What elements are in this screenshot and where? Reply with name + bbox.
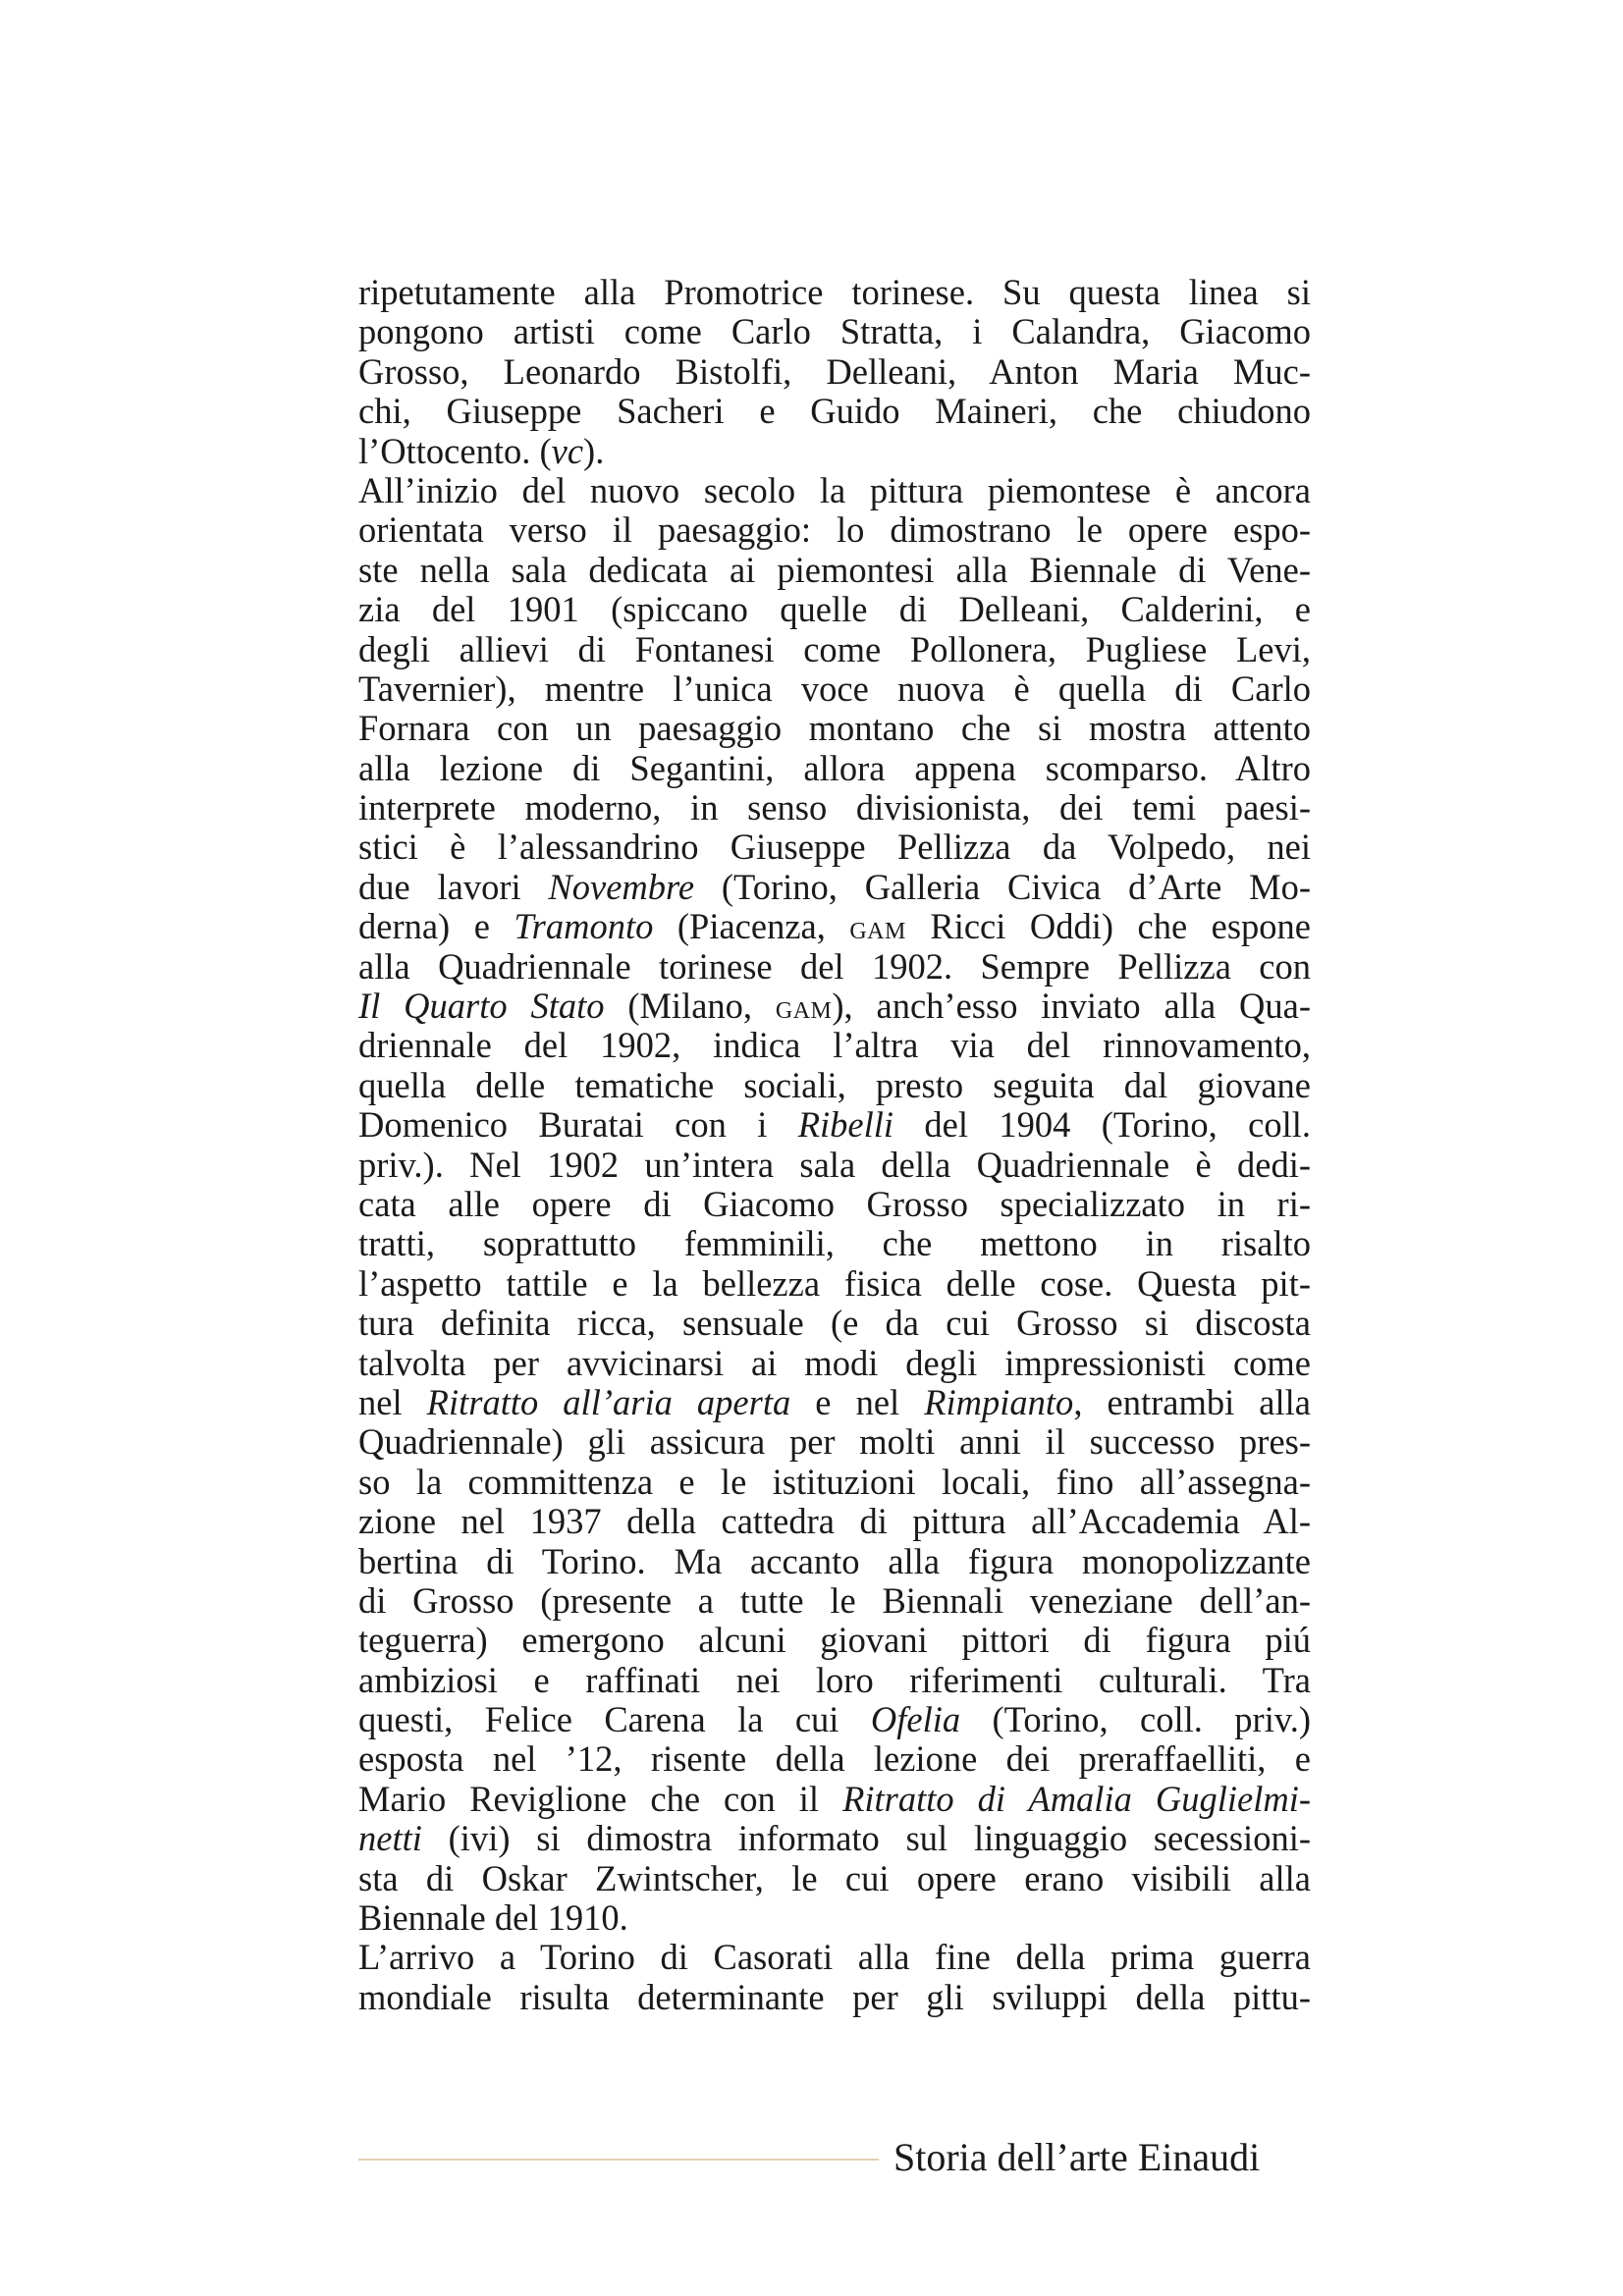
artwork-title: Ribelli [797,1104,894,1146]
museum-abbrev: gam [775,989,833,1027]
text-line: due lavori Novembre (Torino, Galleria Civica d’Arte Mo- [358,866,1311,907]
text-line: netti (ivi) si dimostra informato sul linguaggio secessioni- [358,1818,1311,1859]
text-line: so la committenza e le istituzioni locali, fino all’assegna- [358,1461,1311,1502]
text-line: Fornara con un paesaggio montano che si mostra attento [358,708,1311,749]
text-line: di Grosso (presente a tutte le Biennali veneziane dell’an- [358,1579,1311,1621]
text-line: Quadriennale) gli assicura per molti anni il successo pres- [358,1421,1311,1463]
artwork-title: netti [358,1818,422,1859]
artwork-title: Ritratto di Amalia Guglielmi- [842,1778,1311,1819]
text-line: teguerra) emergono alcuni giovani pittori di figura piú [358,1620,1311,1661]
author-initials: vc [551,430,584,471]
text-line: Tavernier), mentre l’unica voce nuova è quella di Carlo [358,667,1311,709]
text-line: ste nella sala dedicata ai piemontesi alla Biennale di Vene- [358,549,1311,590]
artwork-title: Tramonto [514,906,654,947]
text-line: Domenico Buratai con i Ribelli del 1904 (Torino, coll. [358,1104,1311,1146]
text-line: Mario Reviglione che con il Ritratto di Amalia Guglielmi- [358,1778,1311,1819]
text-line: tratti, soprattutto femminili, che mettono in risalto [358,1223,1311,1264]
text-line: ambiziosi e raffinati nei loro riferimenti culturali. Tra [358,1659,1311,1700]
text-line: bertina di Torino. Ma accanto alla figura monopolizzante [358,1540,1311,1581]
artwork-title: Ritratto all’aria aperta [426,1381,791,1422]
text-line: stici è l’alessandrino Giuseppe Pellizza da Volpedo, nei [358,827,1311,868]
footer-title: Storia dell’arte Einaudi [893,2135,1261,2179]
text-line: orientata verso il paesaggio: lo dimostrano le opere espo- [358,509,1311,551]
text-line: ripetutamente alla Promotrice torinese. Su questa linea si [358,272,1311,312]
text-line: mondiale risulta determinante per gli sviluppi della pittu- [358,1976,1311,2017]
text-line: l’aspetto tattile e la bellezza fisica delle cose. Questa pit- [358,1262,1311,1304]
text-line: questi, Felice Carena la cui Ofelia (Torino, coll. priv.) [358,1699,1311,1740]
text-line: Grosso, Leonardo Bistolfi, Delleani, Anton Maria Muc- [358,350,1311,392]
text-line: esposta nel ’12, risente della lezione dei preraffaelliti, e [358,1738,1311,1780]
text-line: tura definita ricca, sensuale (e da cui Grosso si discosta [358,1303,1311,1344]
text-line: All’inizio del nuovo secolo la pittura piemontese è ancora [358,469,1311,510]
text-line: pongono artisti come Carlo Stratta, i Calandra, Giacomo [358,311,1311,352]
text-line: derna) e Tramonto (Piacenza, gam Ricci Oddi) che espone [358,906,1311,947]
text-line: nel Ritratto all’aria aperta e nel Rimpianto, entrambi alla [358,1381,1311,1422]
text-line: chi, Giuseppe Sacheri e Guido Maineri, che chiudono [358,391,1311,432]
artwork-title: Novembre [548,866,695,907]
text-line: zia del 1901 (spiccano quelle di Delleani, Calderini, e [358,589,1311,630]
text-line: sta di Oskar Zwintscher, le cui opere erano visibili alla [358,1857,1311,1898]
text-line: alla Quadriennale torinese del 1902. Sempre Pellizza con [358,945,1311,987]
text-line: L’arrivo a Torino di Casorati alla fine della prima guerra [358,1937,1311,1978]
text-line: Il Quarto Stato (Milano, gam), anch’esso inviato alla Qua- [358,986,1311,1027]
artwork-title: Il Quarto Stato [358,986,605,1027]
text-line: priv.). Nel 1902 un’intera sala della Quadriennale è dedi- [358,1144,1311,1185]
artwork-title: Ofelia [870,1699,961,1740]
text-line: interprete moderno, in senso divisionista, dei temi paesi- [358,787,1311,828]
museum-abbrev: gam [849,910,906,947]
body-text [358,273,1311,2017]
text-line: zione nel 1937 della cattedra di pittura all’Accademia Al- [358,1501,1311,1542]
text-line: l’Ottocento. (vc). [358,430,605,471]
text-line: quella delle tematiche sociali, presto seguita dal giovane [358,1064,1311,1105]
artwork-title: Rimpianto [924,1381,1074,1422]
text-line: driennale del 1902, indica l’altra via del rinnovamento, [358,1025,1311,1066]
text-line: cata alle opere di Giacomo Grosso specializzato in ri- [358,1183,1311,1224]
text-line: degli allievi di Fontanesi come Pollonera, Pugliese Levi, [358,628,1311,669]
text-line: talvolta per avvicinarsi ai modi degli impressionisti come [358,1342,1311,1383]
text-line: alla lezione di Segantini, allora appena scomparso. Altro [358,747,1311,788]
footer-divider [358,2159,879,2161]
text-line: Biennale del 1910. [358,1897,628,1939]
